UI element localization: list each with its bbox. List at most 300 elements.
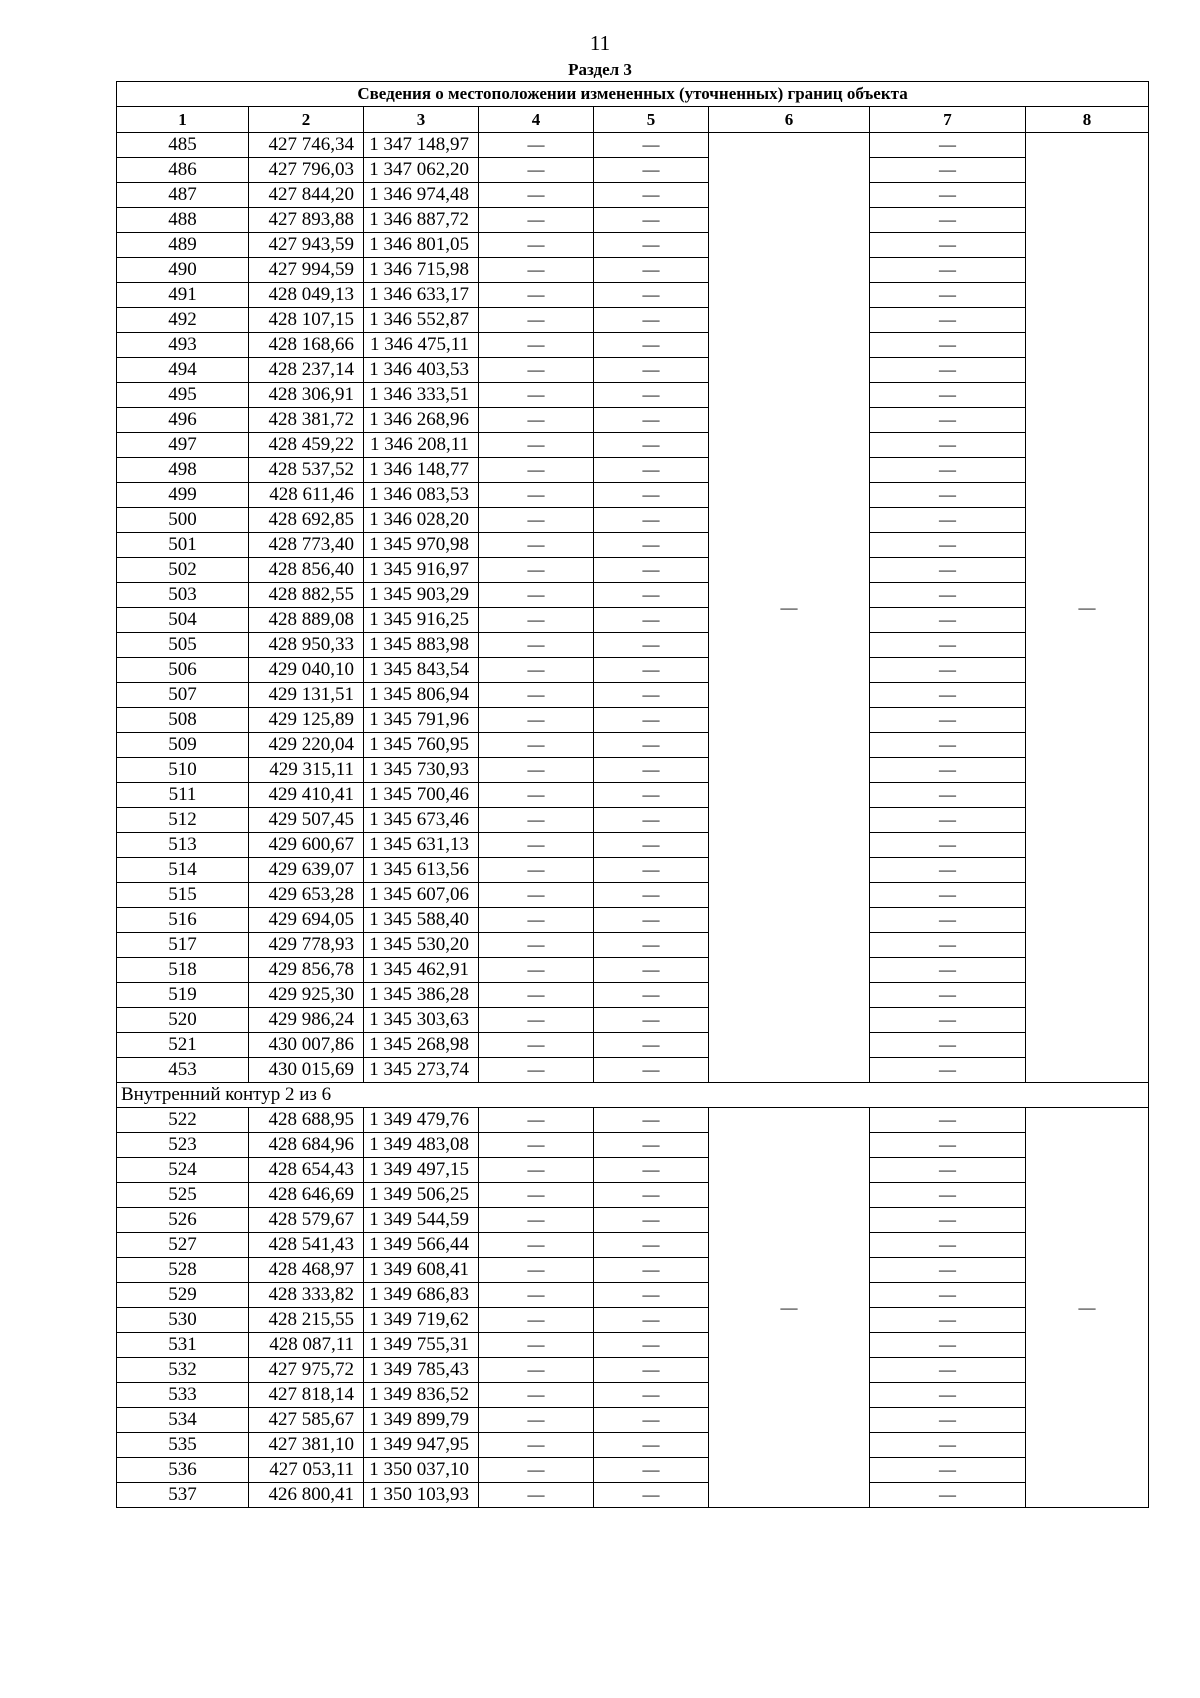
col5-dash: —: [594, 1133, 709, 1158]
col4-dash: —: [479, 508, 594, 533]
col4-dash: —: [479, 333, 594, 358]
col5-dash: —: [594, 1483, 709, 1508]
col7-dash: —: [870, 283, 1026, 308]
col5-dash: —: [594, 333, 709, 358]
table-row: [117, 1458, 1149, 1483]
coord-x: 429 778,93: [249, 933, 364, 958]
col4-dash: —: [479, 558, 594, 583]
table-row: [117, 1308, 1149, 1333]
column-number: 4: [479, 107, 594, 133]
coord-x: 428 468,97: [249, 1258, 364, 1283]
col7-dash: —: [870, 1433, 1026, 1458]
point-number: 536: [117, 1458, 249, 1483]
coord-y: 1 349 719,62: [364, 1308, 479, 1333]
col4-dash: —: [479, 1333, 594, 1358]
table-row: [117, 1158, 1149, 1183]
table-row: [117, 1108, 1149, 1133]
coord-x: 429 986,24: [249, 1008, 364, 1033]
col4-dash: —: [479, 358, 594, 383]
point-number: 527: [117, 1233, 249, 1258]
col5-dash: —: [594, 858, 709, 883]
coord-y: 1 349 947,95: [364, 1433, 479, 1458]
col7-dash: —: [870, 408, 1026, 433]
col4-dash: —: [479, 283, 594, 308]
table-row: [117, 633, 1149, 658]
col7-dash: —: [870, 1158, 1026, 1183]
col5-dash: —: [594, 158, 709, 183]
coord-x: 427 585,67: [249, 1408, 364, 1433]
point-number: 522: [117, 1108, 249, 1133]
coord-x: 429 856,78: [249, 958, 364, 983]
coord-y: 1 346 148,77: [364, 458, 479, 483]
coord-x: 428 654,43: [249, 1158, 364, 1183]
col7-dash: —: [870, 158, 1026, 183]
col4-dash: —: [479, 408, 594, 433]
coord-x: 428 688,95: [249, 1108, 364, 1133]
coord-x: 428 459,22: [249, 433, 364, 458]
col7-dash: —: [870, 508, 1026, 533]
coord-y: 1 345 607,06: [364, 883, 479, 908]
table-row: [117, 208, 1149, 233]
point-number: 515: [117, 883, 249, 908]
column-number: 3: [364, 107, 479, 133]
col7-dash: —: [870, 583, 1026, 608]
section-title: Раздел 3: [568, 60, 632, 79]
table-row: [117, 1258, 1149, 1283]
coord-x: 428 107,15: [249, 308, 364, 333]
column-number-row: [117, 107, 1149, 133]
point-number: 525: [117, 1183, 249, 1208]
coord-x: 429 507,45: [249, 808, 364, 833]
table-row: [117, 533, 1149, 558]
coord-x: 428 856,40: [249, 558, 364, 583]
col7-dash: —: [870, 633, 1026, 658]
col4-dash: —: [479, 1233, 594, 1258]
col7-dash: —: [870, 758, 1026, 783]
column-number: 8: [1026, 107, 1149, 133]
coord-x: 428 889,08: [249, 608, 364, 633]
col5-dash: —: [594, 258, 709, 283]
coord-x: 429 639,07: [249, 858, 364, 883]
col5-dash: —: [594, 808, 709, 833]
col5-dash: —: [594, 783, 709, 808]
coord-y: 1 349 506,25: [364, 1183, 479, 1208]
col4-dash: —: [479, 1133, 594, 1158]
col5-dash: —: [594, 308, 709, 333]
coord-y: 1 345 588,40: [364, 908, 479, 933]
coord-y: 1 350 037,10: [364, 1458, 479, 1483]
col4-dash: —: [479, 1183, 594, 1208]
point-number: 498: [117, 458, 249, 483]
col4-dash: —: [479, 758, 594, 783]
col4-dash: —: [479, 1483, 594, 1508]
point-number: 496: [117, 408, 249, 433]
col7-dash: —: [870, 383, 1026, 408]
point-number: 490: [117, 258, 249, 283]
col4-dash: —: [479, 808, 594, 833]
table-row: [117, 433, 1149, 458]
point-number: 529: [117, 1283, 249, 1308]
coord-x: 428 168,66: [249, 333, 364, 358]
point-number: 518: [117, 958, 249, 983]
col4-dash: —: [479, 1283, 594, 1308]
col4-dash: —: [479, 133, 594, 158]
coord-y: 1 345 791,96: [364, 708, 479, 733]
table-row: [117, 158, 1149, 183]
col4-dash: —: [479, 1458, 594, 1483]
coord-x: 430 015,69: [249, 1058, 364, 1083]
point-number: 534: [117, 1408, 249, 1433]
table-row: [117, 658, 1149, 683]
col7-dash: —: [870, 733, 1026, 758]
coord-x: 426 800,41: [249, 1483, 364, 1508]
coord-y: 1 346 028,20: [364, 508, 479, 533]
point-number: 526: [117, 1208, 249, 1233]
col4-dash: —: [479, 983, 594, 1008]
col7-dash: —: [870, 233, 1026, 258]
coord-y: 1 349 899,79: [364, 1408, 479, 1433]
coord-x: 428 684,96: [249, 1133, 364, 1158]
coord-y: 1 345 268,98: [364, 1033, 479, 1058]
col4-dash: —: [479, 458, 594, 483]
col7-dash: —: [870, 433, 1026, 458]
coord-y: 1 349 497,15: [364, 1158, 479, 1183]
point-number: 499: [117, 483, 249, 508]
coord-y: 1 349 608,41: [364, 1258, 479, 1283]
table-row: [117, 858, 1149, 883]
table-row: [117, 233, 1149, 258]
coord-x: 427 844,20: [249, 183, 364, 208]
col4-dash: —: [479, 308, 594, 333]
coord-y: 1 345 613,56: [364, 858, 479, 883]
col7-dash: —: [870, 858, 1026, 883]
table-row: [117, 258, 1149, 283]
col7-dash: —: [870, 1208, 1026, 1233]
point-number: 519: [117, 983, 249, 1008]
point-number: 523: [117, 1133, 249, 1158]
col7-dash: —: [870, 783, 1026, 808]
coord-y: 1 346 552,87: [364, 308, 479, 333]
col5-dash: —: [594, 408, 709, 433]
contour-row: [117, 1083, 1149, 1108]
table-row: [117, 383, 1149, 408]
col7-dash: —: [870, 1333, 1026, 1358]
table-row: [117, 1233, 1149, 1258]
col7-dash: —: [870, 333, 1026, 358]
col7-dash: —: [870, 808, 1026, 833]
point-number: 503: [117, 583, 249, 608]
col5-dash: —: [594, 683, 709, 708]
coord-y: 1 346 403,53: [364, 358, 479, 383]
col4-dash: —: [479, 658, 594, 683]
coord-y: 1 345 903,29: [364, 583, 479, 608]
col5-dash: —: [594, 133, 709, 158]
point-number: 508: [117, 708, 249, 733]
table-row: [117, 983, 1149, 1008]
point-number: 528: [117, 1258, 249, 1283]
coord-y: 1 345 673,46: [364, 808, 479, 833]
col7-dash: —: [870, 608, 1026, 633]
coord-y: 1 349 544,59: [364, 1208, 479, 1233]
column-number: 2: [249, 107, 364, 133]
coord-x: 429 694,05: [249, 908, 364, 933]
coord-x: 429 925,30: [249, 983, 364, 1008]
col5-dash: —: [594, 433, 709, 458]
coord-x: 428 950,33: [249, 633, 364, 658]
table-row: [117, 283, 1149, 308]
col7-dash: —: [870, 1383, 1026, 1408]
col7-dash: —: [870, 833, 1026, 858]
coord-x: 427 818,14: [249, 1383, 364, 1408]
point-number: 516: [117, 908, 249, 933]
col4-dash: —: [479, 183, 594, 208]
col5-dash: —: [594, 708, 709, 733]
boundary-table: [116, 81, 1149, 1508]
table-row: [117, 583, 1149, 608]
col4-dash: —: [479, 858, 594, 883]
col4-dash: —: [479, 158, 594, 183]
col7-dash: —: [870, 358, 1026, 383]
col4-dash: —: [479, 1158, 594, 1183]
coord-y: 1 350 103,93: [364, 1483, 479, 1508]
coord-x: 428 646,69: [249, 1183, 364, 1208]
col7-dash: —: [870, 1308, 1026, 1333]
col5-dash: —: [594, 183, 709, 208]
col4-dash: —: [479, 1408, 594, 1433]
coord-y: 1 345 386,28: [364, 983, 479, 1008]
table-row: [117, 133, 1149, 158]
coord-x: 428 882,55: [249, 583, 364, 608]
coord-x: 428 333,82: [249, 1283, 364, 1308]
col7-dash: —: [870, 258, 1026, 283]
coord-x: 429 315,11: [249, 758, 364, 783]
col8-merged-dash: —: [1026, 133, 1149, 1083]
col4-dash: —: [479, 208, 594, 233]
table-row: [117, 308, 1149, 333]
table-row: [117, 908, 1149, 933]
point-number: 512: [117, 808, 249, 833]
col5-dash: —: [594, 1033, 709, 1058]
coord-x: 427 746,34: [249, 133, 364, 158]
col5-dash: —: [594, 458, 709, 483]
coord-x: 429 653,28: [249, 883, 364, 908]
col7-dash: —: [870, 1483, 1026, 1508]
point-number: 509: [117, 733, 249, 758]
coord-y: 1 345 730,93: [364, 758, 479, 783]
col5-dash: —: [594, 1233, 709, 1258]
col5-dash: —: [594, 283, 709, 308]
coord-y: 1 346 633,17: [364, 283, 479, 308]
point-number: 501: [117, 533, 249, 558]
col5-dash: —: [594, 1008, 709, 1033]
coord-x: 427 053,11: [249, 1458, 364, 1483]
col5-dash: —: [594, 1333, 709, 1358]
col7-dash: —: [870, 1458, 1026, 1483]
col5-dash: —: [594, 1283, 709, 1308]
col5-dash: —: [594, 1433, 709, 1458]
col5-dash: —: [594, 883, 709, 908]
coord-y: 1 345 806,94: [364, 683, 479, 708]
col4-dash: —: [479, 1008, 594, 1033]
coord-y: 1 346 887,72: [364, 208, 479, 233]
point-number: 511: [117, 783, 249, 808]
col4-dash: —: [479, 708, 594, 733]
table-caption: Сведения о местоположении измененных (уточненных) границ объекта: [117, 82, 1149, 107]
coord-x: 427 943,59: [249, 233, 364, 258]
col7-dash: —: [870, 658, 1026, 683]
coord-x: 428 381,72: [249, 408, 364, 433]
point-number: 489: [117, 233, 249, 258]
col7-dash: —: [870, 983, 1026, 1008]
coord-y: 1 349 836,52: [364, 1383, 479, 1408]
table-row: [117, 1333, 1149, 1358]
point-number: 486: [117, 158, 249, 183]
coord-x: 428 773,40: [249, 533, 364, 558]
col5-dash: —: [594, 758, 709, 783]
col7-dash: —: [870, 1233, 1026, 1258]
coord-y: 1 349 785,43: [364, 1358, 479, 1383]
table-row: [117, 758, 1149, 783]
col4-dash: —: [479, 1108, 594, 1133]
point-number: 487: [117, 183, 249, 208]
col4-dash: —: [479, 583, 594, 608]
col7-dash: —: [870, 908, 1026, 933]
coord-y: 1 345 303,63: [364, 1008, 479, 1033]
point-number: 510: [117, 758, 249, 783]
col5-dash: —: [594, 1458, 709, 1483]
table-row: [117, 1183, 1149, 1208]
table-row: [117, 1058, 1149, 1083]
coord-y: 1 345 760,95: [364, 733, 479, 758]
table-row: [117, 958, 1149, 983]
table-row: [117, 408, 1149, 433]
coord-y: 1 346 475,11: [364, 333, 479, 358]
table-row: [117, 1208, 1149, 1233]
coord-y: 1 345 883,98: [364, 633, 479, 658]
col4-dash: —: [479, 1033, 594, 1058]
table-row: [117, 483, 1149, 508]
coord-y: 1 345 462,91: [364, 958, 479, 983]
point-number: 488: [117, 208, 249, 233]
col4-dash: —: [479, 833, 594, 858]
table-row: [117, 1008, 1149, 1033]
coord-y: 1 345 970,98: [364, 533, 479, 558]
coord-x: 428 306,91: [249, 383, 364, 408]
column-number: 7: [870, 107, 1026, 133]
coord-x: 427 893,88: [249, 208, 364, 233]
point-number: 532: [117, 1358, 249, 1383]
col7-dash: —: [870, 1183, 1026, 1208]
col7-dash: —: [870, 1133, 1026, 1158]
coord-y: 1 349 686,83: [364, 1283, 479, 1308]
col4-dash: —: [479, 608, 594, 633]
coord-x: 428 537,52: [249, 458, 364, 483]
point-number: 506: [117, 658, 249, 683]
col7-dash: —: [870, 883, 1026, 908]
col8-merged-dash: —: [1026, 1108, 1149, 1508]
coord-x: 428 087,11: [249, 1333, 364, 1358]
point-number: 505: [117, 633, 249, 658]
col4-dash: —: [479, 483, 594, 508]
col7-dash: —: [870, 933, 1026, 958]
table-row: [117, 183, 1149, 208]
col4-dash: —: [479, 233, 594, 258]
col4-dash: —: [479, 908, 594, 933]
col4-dash: —: [479, 633, 594, 658]
col4-dash: —: [479, 733, 594, 758]
coord-y: 1 347 062,20: [364, 158, 479, 183]
point-number: 531: [117, 1333, 249, 1358]
coord-y: 1 346 268,96: [364, 408, 479, 433]
coord-x: 428 215,55: [249, 1308, 364, 1333]
table-row: [117, 1408, 1149, 1433]
col4-dash: —: [479, 258, 594, 283]
table-row: [117, 683, 1149, 708]
col7-dash: —: [870, 958, 1026, 983]
point-number: 494: [117, 358, 249, 383]
point-number: 513: [117, 833, 249, 858]
col5-dash: —: [594, 633, 709, 658]
table-row: [117, 708, 1149, 733]
col4-dash: —: [479, 883, 594, 908]
contour-label: Внутренний контур 2 из 6: [117, 1083, 1149, 1108]
col4-dash: —: [479, 533, 594, 558]
coord-y: 1 346 333,51: [364, 383, 479, 408]
table-row: [117, 1383, 1149, 1408]
table-row: [117, 833, 1149, 858]
col7-dash: —: [870, 133, 1026, 158]
table-row: [117, 783, 1149, 808]
col7-dash: —: [870, 533, 1026, 558]
column-number: 1: [117, 107, 249, 133]
point-number: 491: [117, 283, 249, 308]
column-number: 5: [594, 107, 709, 133]
point-number: 485: [117, 133, 249, 158]
col4-dash: —: [479, 1433, 594, 1458]
col5-dash: —: [594, 833, 709, 858]
col4-dash: —: [479, 1258, 594, 1283]
table-row: [117, 608, 1149, 633]
table-row: [117, 508, 1149, 533]
coord-x: 427 994,59: [249, 258, 364, 283]
point-number: 453: [117, 1058, 249, 1083]
table-row: [117, 458, 1149, 483]
col5-dash: —: [594, 1383, 709, 1408]
coord-y: 1 345 916,25: [364, 608, 479, 633]
coord-x: 428 611,46: [249, 483, 364, 508]
col4-dash: —: [479, 1058, 594, 1083]
col5-dash: —: [594, 1358, 709, 1383]
table-row: [117, 1483, 1149, 1508]
col5-dash: —: [594, 958, 709, 983]
col7-dash: —: [870, 183, 1026, 208]
coord-x: 429 220,04: [249, 733, 364, 758]
table-row: [117, 733, 1149, 758]
coord-y: 1 345 843,54: [364, 658, 479, 683]
col5-dash: —: [594, 508, 709, 533]
col4-dash: —: [479, 1308, 594, 1333]
point-number: 517: [117, 933, 249, 958]
table-row: [117, 1033, 1149, 1058]
coord-y: 1 345 530,20: [364, 933, 479, 958]
col7-dash: —: [870, 1108, 1026, 1133]
col4-dash: —: [479, 1208, 594, 1233]
coord-y: 1 346 974,48: [364, 183, 479, 208]
col5-dash: —: [594, 1158, 709, 1183]
coord-y: 1 346 715,98: [364, 258, 479, 283]
coord-x: 429 600,67: [249, 833, 364, 858]
col7-dash: —: [870, 708, 1026, 733]
